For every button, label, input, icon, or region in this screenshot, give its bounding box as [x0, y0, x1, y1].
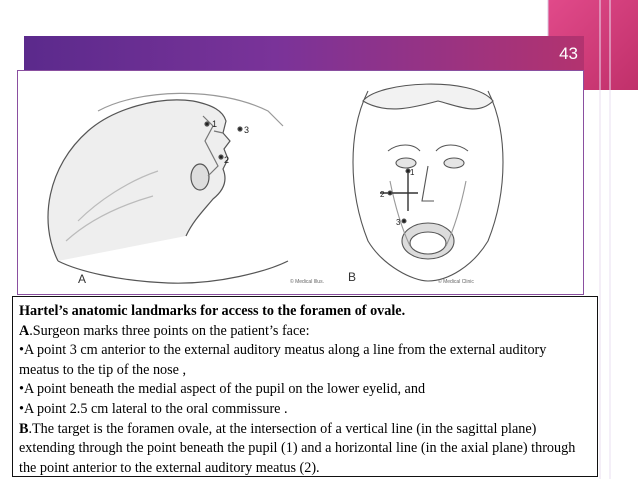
caption-title: Hartel’s anatomic landmarks for access to the foramen of ovale.	[19, 303, 406, 319]
section-b-letter: B	[19, 420, 29, 437]
caption-section-a	[19, 322, 589, 342]
marker-b-1: 1	[410, 168, 415, 177]
section-a-text: .Surgeon marks three points on the patient’s face:	[29, 322, 310, 339]
panel-b-label: B	[348, 270, 357, 284]
panel-a-label: A	[78, 272, 87, 286]
marker-b-3: 3	[396, 218, 401, 227]
marker-3: 3	[244, 125, 250, 135]
credit-a: © Medical Illus.	[290, 279, 324, 285]
caption-box	[12, 296, 598, 477]
section-a-letter: A	[19, 322, 30, 339]
credit-b: © Medical Clinic	[438, 279, 474, 285]
caption-bullet-2: •A point beneath the medial aspect of the pupil on the lower eyelid, and	[19, 381, 426, 398]
slide-number: 43	[559, 44, 578, 63]
caption-section-b	[19, 420, 589, 479]
anatomy-illustration	[18, 71, 582, 293]
marker-b-2: 2	[380, 190, 385, 199]
caption-bullet-3: •A point 2.5 cm lateral to the oral commissure .	[19, 400, 288, 417]
figure-panel	[17, 70, 584, 295]
section-b-text: .The target is the foramen ovale, at the intersection of a vertical line (in the sagittal plane) extending through the point beneath the pupil (1) and a horizontal line (in the axial plane) through the point anterior to the external auditory meatus (2).	[19, 420, 576, 476]
caption-bullet-1: •A point 3 cm anterior to the external auditory meatus along a line from the external auditory meatus to the tip of the nose ,	[19, 342, 547, 378]
marker-1: 1	[212, 119, 218, 129]
frontal-face-drawing	[353, 84, 503, 281]
profile-head-drawing	[48, 93, 288, 283]
marker-2: 2	[224, 155, 230, 165]
